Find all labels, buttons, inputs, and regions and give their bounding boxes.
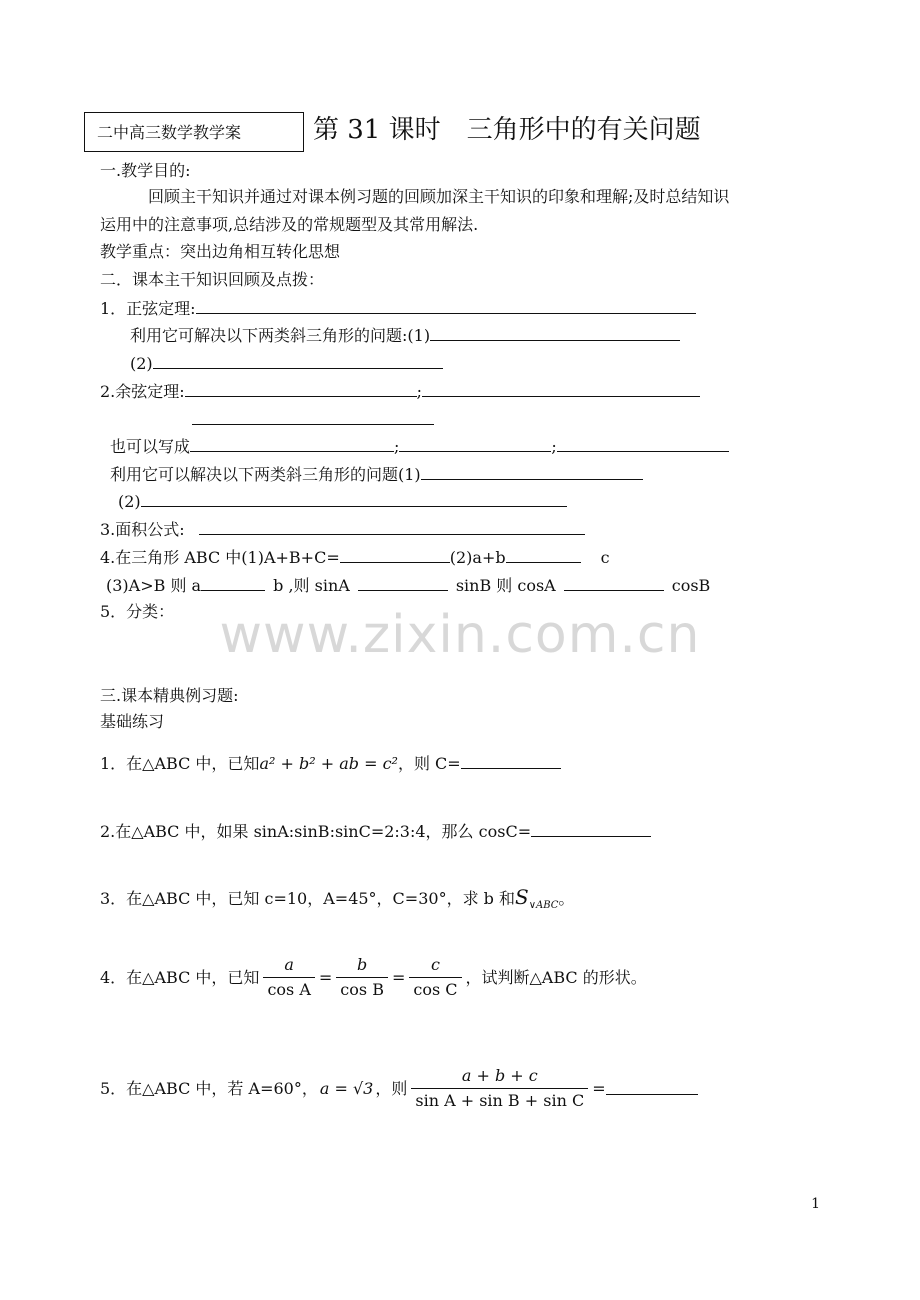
section1-focus: 教学重点：突出边角相互转化思想	[100, 242, 341, 261]
q4-frac-b-num: b	[357, 955, 368, 974]
q4-post: ，试判断△ABC 的形状。	[465, 967, 647, 987]
q5-pre: 5．在△ABC 中，若 A=60°，	[100, 1078, 318, 1098]
blank	[340, 546, 450, 563]
sine-law-label: 1．正弦定理:	[100, 299, 196, 318]
cosine-law-sub	[110, 463, 643, 486]
q4-frac-a	[263, 955, 314, 1000]
cosine-law-sub2	[118, 490, 567, 513]
triangle-props-line2	[106, 574, 710, 597]
q4-frac-c-num: c	[430, 955, 440, 974]
blank	[141, 490, 567, 507]
q2-text: 2.在△ABC 中，如果 sinA:sinB:sinC=2:3:4，那么 cosC=	[100, 822, 532, 841]
cosine-law-sub2-text: (2)	[118, 492, 141, 511]
q1-math: a² + b² + ab = c²	[259, 754, 398, 773]
header-box	[84, 112, 304, 152]
separator: ;	[416, 382, 423, 401]
cosine-also-label: 也可以写成	[110, 437, 191, 456]
sine-law-sub	[130, 324, 680, 347]
watermark: www.zixin.com.cn	[219, 605, 701, 665]
blank	[185, 380, 417, 397]
triangle-sum-label: 4.在三角形 ABC 中(1)A+B+C=	[100, 548, 340, 567]
question-4	[100, 955, 647, 1000]
blank	[192, 408, 434, 425]
sina-label: b ,则 sinA	[273, 576, 350, 595]
separator: ;	[394, 437, 400, 456]
section2-heading: 二．课本主干知识回顾及点拨：	[100, 270, 325, 289]
blank	[358, 574, 448, 591]
triangle-ab-label: (2)a+b	[449, 548, 506, 567]
q3-pre: 3．在△ABC 中，已知 c=10，A=45°，C=30°，求 b 和	[100, 889, 515, 908]
question-5	[100, 1066, 698, 1111]
blank	[557, 435, 729, 452]
angle-compare-label: (3)A>B 则 a	[106, 576, 202, 595]
area-formula-label: 3.面积公式:	[100, 520, 185, 539]
blank	[201, 574, 265, 591]
blank	[430, 324, 680, 341]
q5-post: =	[592, 1078, 606, 1098]
blank	[606, 1082, 698, 1095]
cosine-law-line2	[192, 408, 434, 431]
q5-num: a + b + c	[461, 1066, 538, 1085]
blank	[506, 546, 581, 563]
blank	[461, 752, 561, 769]
blank	[199, 518, 585, 535]
q3-s: S	[514, 885, 529, 909]
triangle-props-line1	[100, 546, 610, 569]
cosine-law-label: 2.余弦定理:	[100, 382, 185, 401]
section1-para-line1: 回顾主干知识并通过对课本例习题的回顾加深主干知识的印象和理解;及时总结知识	[148, 187, 730, 206]
q4-frac-b-den: cos B	[336, 977, 388, 1000]
triangle-c-label: c	[600, 548, 610, 567]
q1-pre: 1．在△ABC 中，已知	[100, 754, 260, 773]
area-formula-line	[100, 518, 585, 541]
q4-eq: =	[318, 967, 333, 987]
q5-mid: ，则	[375, 1078, 408, 1098]
classification-label: 5．分类：	[100, 602, 175, 621]
blank	[399, 435, 551, 452]
section1-heading: 一.教学目的:	[100, 161, 191, 180]
sinb-label: sinB 则 cosA	[455, 576, 556, 595]
q4-frac-a-den: cos A	[263, 977, 314, 1000]
q4-eq: =	[391, 967, 406, 987]
q4-frac-b	[336, 955, 388, 1000]
blank	[153, 352, 443, 369]
blank	[190, 435, 394, 452]
q3-sub: ∨ABC	[528, 900, 559, 912]
blank	[421, 463, 643, 480]
blank	[422, 380, 700, 397]
sine-law-sub-text: 利用它可解决以下两类斜三角形的问题:(1)	[130, 326, 431, 345]
q3-post: 。	[558, 889, 575, 908]
question-1	[100, 752, 561, 775]
header-box-label: 二中高三数学教学案	[97, 123, 242, 142]
section3-sub: 基础练习	[100, 712, 165, 731]
q5-den: sin A + sin B + sin C	[411, 1088, 588, 1111]
q4-frac-a-num: a	[284, 955, 294, 974]
page-title: 第 31 课时 三角形中的有关问题	[313, 115, 701, 145]
q4-frac-c-den: cos C	[409, 977, 461, 1000]
question-2	[100, 820, 651, 843]
blank	[196, 297, 696, 314]
cosine-law-sub-text: 利用它可以解决以下两类斜三角形的问题(1)	[110, 465, 421, 484]
section3-heading: 三.课本精典例习题:	[100, 686, 239, 705]
sine-law-sub2	[130, 352, 443, 375]
section1-para-line2: 运用中的注意事项,总结涉及的常规题型及其常用解法.	[100, 215, 479, 234]
blank	[564, 574, 664, 591]
q5-frac	[411, 1066, 588, 1111]
blank	[531, 820, 651, 837]
q4-pre: 4．在△ABC 中，已知	[100, 967, 260, 987]
question-3	[100, 886, 574, 917]
cosine-law-line	[100, 380, 700, 403]
q4-frac-c	[409, 955, 461, 1000]
cosb-label: cosB	[671, 576, 711, 595]
sine-law-line	[100, 297, 696, 320]
q1-post: ，则 C=	[397, 754, 461, 773]
page-number: 1	[811, 1196, 820, 1212]
sine-law-sub2-text: (2)	[130, 354, 153, 373]
separator: ;	[551, 437, 557, 456]
q5-a: a = √3	[319, 1078, 374, 1098]
cosine-also-line	[110, 435, 729, 458]
